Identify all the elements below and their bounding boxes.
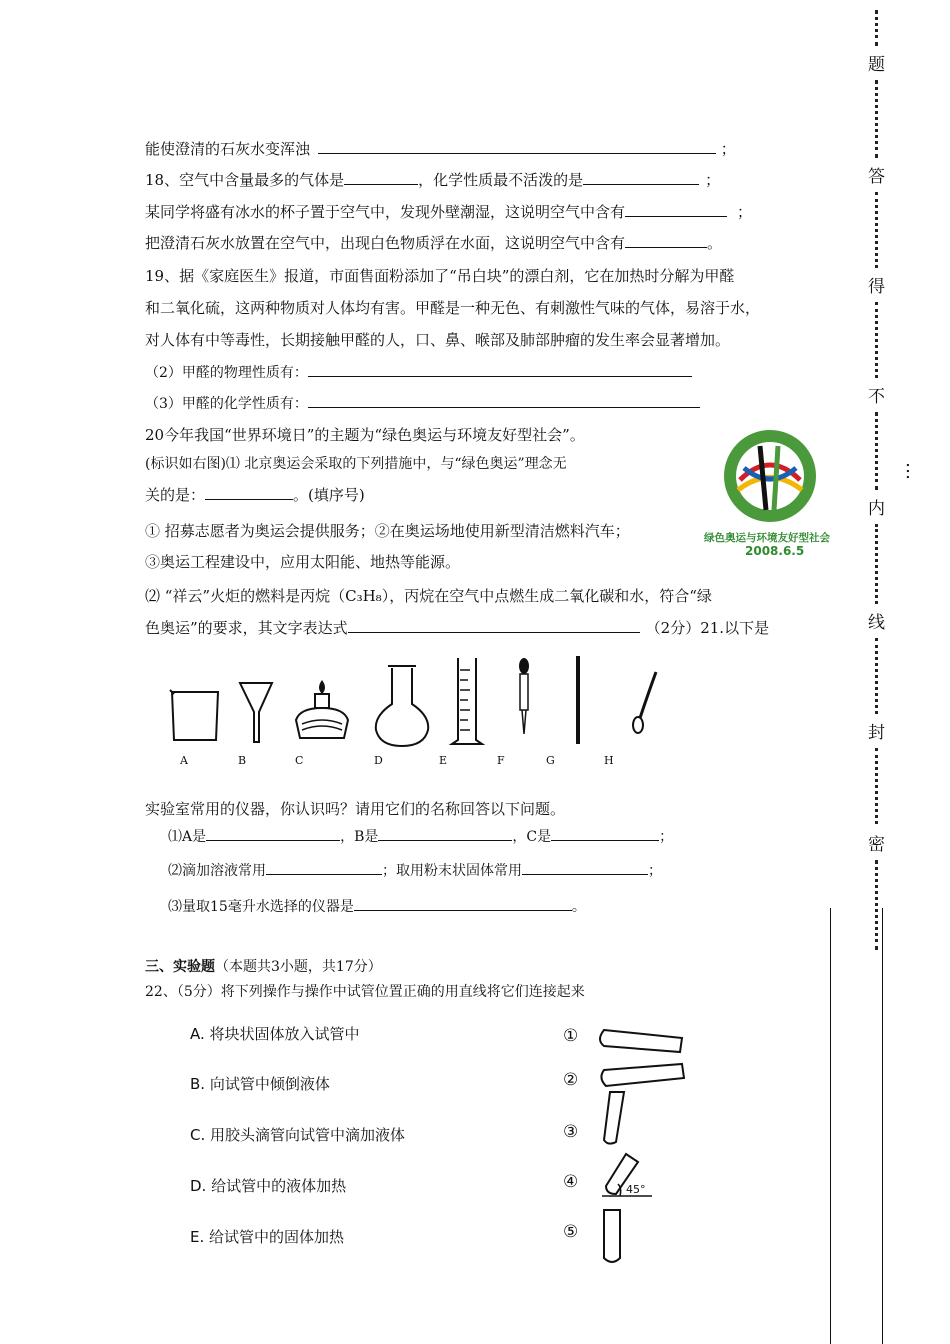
q20-line-2: (标识如右图)⑴ 北京奥运会采取的下列措施中，与“绿色奥运”理念无 (145, 456, 567, 472)
section3-title: 三、实验题 (145, 959, 215, 975)
position-number[interactable]: ⑤ (563, 1222, 579, 1242)
test-tube-positions-figure (590, 1018, 700, 1268)
operation-item[interactable]: C. 用胶头滴管向试管中滴加液体 (190, 1126, 406, 1144)
seal-char: 线 (868, 613, 885, 633)
apparatus-label: D (374, 754, 383, 767)
answer-blank[interactable] (522, 860, 648, 875)
seal-dotted-line (875, 302, 878, 378)
q21-sub-3 (168, 896, 586, 917)
section3-note: （本题共3小题，共17分） (215, 959, 382, 975)
flask-icon (376, 666, 428, 746)
q21-sub-2 (168, 860, 662, 881)
graduated-cylinder-icon (452, 658, 482, 744)
q19-sub2-label: （2）甲醛的物理性质有： (145, 365, 308, 381)
q20-l3-label: 关的是： (145, 486, 206, 504)
q20-line-7 (145, 618, 769, 638)
seal-dotted-line (875, 860, 878, 950)
answer-blank[interactable] (378, 826, 512, 841)
operation-item[interactable]: A. 将块状固体放入试管中 (190, 1025, 360, 1043)
green-olympics-logo (700, 420, 840, 560)
apparatus-label: C (295, 754, 304, 767)
punct: ； (648, 863, 662, 879)
q20-line-6: ⑵ “祥云”火炬的燃料是丙烷（C₃H₈），丙烷在空气中点燃生成二氧化碳和水，符合“绿 (145, 587, 712, 605)
q20-line-5: ③奥运工程建设中，应用太阳能、地热等能源。 (145, 553, 461, 571)
answer-blank[interactable] (344, 170, 418, 185)
q20-l7-note: （2分）21.以下是 (645, 619, 770, 637)
seal-char: 得 (868, 277, 885, 297)
q19-para-1: 19、据《家庭医生》报道，市面售面粉添加了“吊白块”的漂白剂，它在加热时分解为甲醛 (145, 267, 735, 285)
q21-sub-1 (168, 826, 673, 847)
q17-tail-text: 能使澄清的石灰水变浑浊 (145, 140, 311, 158)
q21-s2a: ⑵滴加溶液常用 (168, 863, 266, 879)
answer-blank[interactable] (625, 202, 727, 217)
answer-blank[interactable] (308, 393, 700, 408)
glass-rod-icon (576, 656, 580, 744)
answer-blank[interactable] (625, 233, 707, 248)
q19-para-2: 和二氧化硫，这两种物质对人体均有害。甲醛是一种无色、有刺激性气味的气体，易溶于水， (145, 299, 761, 317)
seal-dotted-line (875, 80, 878, 158)
section3-heading (145, 957, 382, 977)
q20-l7-label: 色奥运”的要求，其文字表达式 (145, 619, 348, 637)
seal-dotted-line (875, 412, 878, 490)
answer-blank[interactable] (583, 170, 699, 185)
dropper-icon (519, 658, 529, 734)
seal-char: 题 (868, 55, 885, 75)
seal-char: 密 (868, 835, 885, 855)
seal-char: 封 (868, 723, 885, 743)
seal-dotted-line (875, 638, 878, 714)
q21-intro: 实验室常用的仪器，你认识吗？请用它们的名称回答以下问题。 (145, 800, 566, 818)
test-tube-icon (601, 1064, 684, 1086)
punct: 。 (707, 234, 723, 252)
q18-text-b: ，化学性质最不活泼的是 (418, 171, 584, 189)
punct: ； (720, 140, 736, 158)
answer-blank[interactable] (354, 896, 572, 911)
apparatus-label: F (497, 754, 505, 767)
seal-char: 不 (868, 387, 885, 407)
q18-text-a: 18、空气中含量最多的气体是 (145, 171, 345, 189)
seal-dotted-line (875, 748, 878, 824)
test-tube-icon (600, 1030, 682, 1052)
apparatus-label: G (546, 754, 555, 767)
seal-dotted-line (875, 524, 878, 604)
q19-sub3-label: （3）甲醛的化学性质有： (145, 396, 308, 412)
answer-blank[interactable] (551, 826, 659, 841)
q21-s1a: ⑴A是 (168, 829, 207, 845)
seal-dotted-line (875, 192, 878, 268)
seal-char: 内 (868, 499, 885, 519)
operation-item[interactable]: E. 给试管中的固体加热 (190, 1228, 345, 1246)
answer-blank[interactable] (318, 139, 716, 154)
alcohol-burner-icon (296, 680, 348, 738)
apparatus-label: B (238, 754, 247, 767)
q20-line-1: 20今年我国“世界环境日”的主题为“绿色奥运与环境友好型社会”。 (145, 426, 585, 444)
funnel-icon (240, 683, 272, 742)
punct: 。 (571, 899, 586, 915)
margin-rule (830, 908, 831, 1344)
apparatus-label: A (180, 754, 188, 767)
q21-s2b: ；取用粉末状固体常用 (382, 863, 522, 879)
seal-char: 答 (868, 167, 885, 187)
q18-text-line2: 某同学将盛有冰水的杯子置于空气中，发现外壁潮湿，这说明空气中含有 (145, 203, 626, 221)
answer-blank[interactable] (206, 826, 340, 841)
q19-sub-2 (145, 362, 692, 383)
operation-item[interactable]: D. 给试管中的液体加热 (190, 1177, 347, 1195)
q19-para-3: 对人体有中等毒性，长期接触甲醛的人，口、鼻、喉部及肺部肿瘤的发生率会显著增加。 (145, 331, 731, 349)
q20-line-3 (145, 485, 365, 505)
q17-tail-line (145, 139, 736, 159)
beaker-icon (170, 690, 218, 740)
answer-blank[interactable] (266, 860, 382, 875)
operation-item[interactable]: B. 向试管中倾倒液体 (190, 1075, 330, 1093)
q18-text-line3: 把澄清石灰水放置在空气中，出现白色物质浮在水面，这说明空气中含有 (145, 234, 626, 252)
punct: ； (659, 829, 674, 845)
q21-s3: ⑶量取15毫升水选择的仪器是 (168, 899, 354, 915)
position-number[interactable]: ④ (563, 1172, 579, 1192)
q18-line-1 (145, 170, 720, 190)
q18-line-3 (145, 233, 722, 253)
position-number[interactable]: ② (563, 1070, 579, 1090)
punct: ； (705, 171, 721, 189)
apparatus-figure (160, 650, 680, 750)
position-number[interactable]: ③ (563, 1122, 579, 1142)
apparatus-label: H (604, 754, 614, 767)
apparatus-label: E (439, 754, 448, 767)
logo-caption: 绿色奥运与环境友好型社会 (704, 532, 830, 544)
q20-line-4: ① 招募志愿者为奥运会提供服务；②在奥运场地使用新型清洁燃料汽车； (145, 522, 630, 540)
answer-blank[interactable] (205, 485, 293, 500)
logo-date: 2008.6.5 (745, 544, 805, 558)
q21-s1c: ，C是 (512, 829, 552, 845)
q22-prompt: 22、（5分）将下列操作与操作中试管位置正确的用直线将它们连接起来 (145, 984, 585, 1000)
margin-rule (882, 908, 883, 1344)
q18-line-2 (145, 202, 752, 222)
test-tube-icon (604, 1210, 620, 1262)
answer-blank[interactable] (348, 618, 640, 633)
seal-dotted-line (875, 10, 878, 46)
test-tube-icon (604, 1092, 624, 1144)
seal-side-mark: … (902, 462, 923, 480)
q19-sub-3 (145, 393, 700, 414)
angle-label: 45° (626, 1183, 646, 1196)
medicine-spoon-icon (633, 672, 656, 733)
punct: ； (737, 203, 753, 221)
q20-l3-note: 。(填序号) (293, 486, 365, 504)
q21-s1b: ，B是 (340, 829, 379, 845)
answer-blank[interactable] (308, 362, 692, 377)
position-number[interactable]: ① (563, 1026, 579, 1046)
